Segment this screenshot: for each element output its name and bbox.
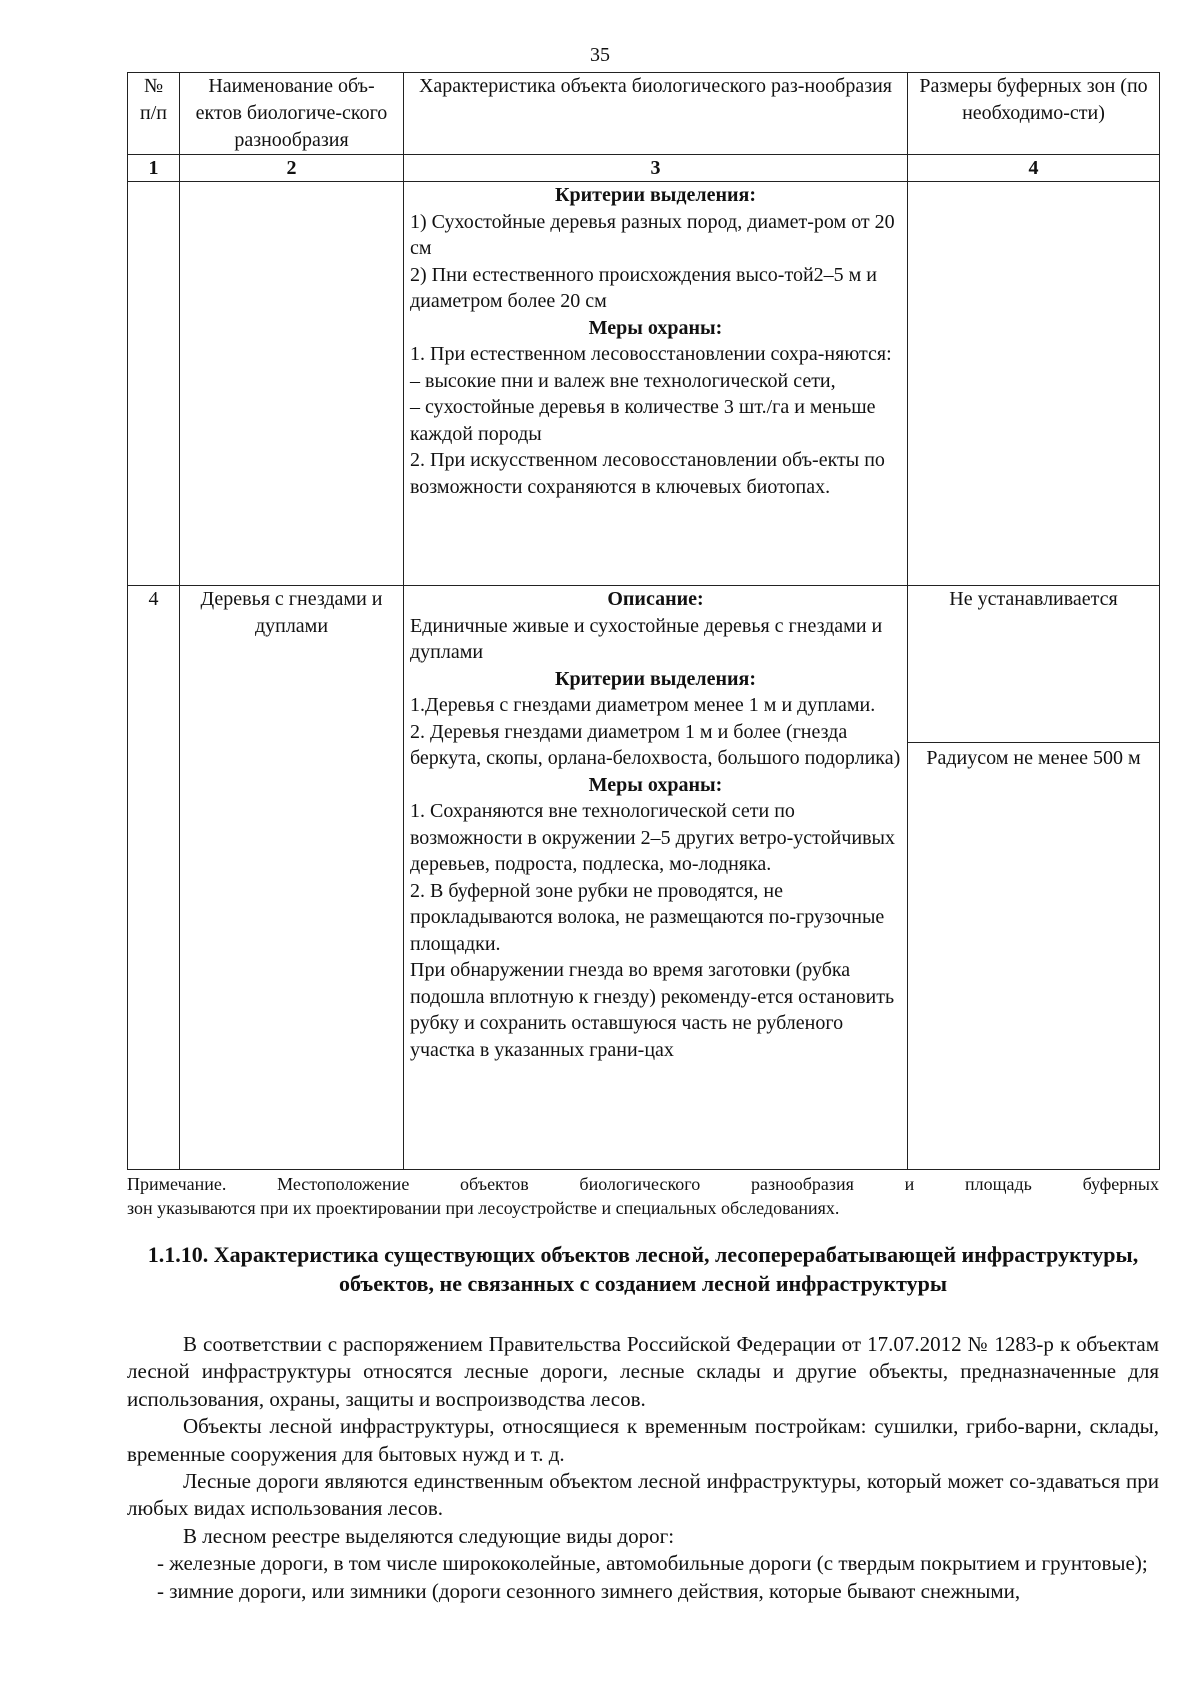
criteria-item: 1.Деревья с гнездами диаметром менее 1 м и дуплами. — [410, 694, 876, 716]
cell-empty-buffer — [908, 182, 1160, 586]
table-row-4 — [128, 586, 1160, 1170]
criteria-item: 2. Деревья гнездами диаметром 1 м и более (гнезда беркута, скопы, орлана-белохвоста, большого подорлика) — [410, 720, 901, 769]
cell-empty-name — [180, 182, 404, 586]
table-note — [127, 1172, 1159, 1220]
criteria-item: 2) Пни естественного происхождения высо-той2–5 м и диаметром более 20 см — [410, 263, 878, 312]
list-item: - зимние дороги, или зимники (дороги сезонного зимнего действия, которые бывают снежными, — [157, 1578, 1021, 1603]
header-buffer: Размеры буферных зон (по необходимо-сти) — [908, 73, 1160, 155]
measure-item: – высокие пни и валеж вне технологической сети, — [410, 369, 836, 392]
measure-item: 2. В буферной зоне рубки не проводятся, не прокладываются волока, не размещаются по-грузочные площадки. — [410, 879, 885, 955]
paragraph: Объекты лесной инфраструктуры, относящиеся к временным постройкам: сушилки, грибо-варни, склады, временные сооружения для бытовых нужд и т. д. — [127, 1414, 1159, 1466]
col-number-1: 1 — [128, 155, 180, 182]
object-name: Деревья с гнездами и дуплами — [180, 586, 404, 1170]
cell-characteristic-continued — [404, 182, 908, 586]
row-number: 4 — [128, 586, 180, 1170]
measure-item: – сухостойные деревья в количестве 3 шт./га и меньше каждой породы — [410, 396, 876, 445]
description-heading: Описание: — [607, 588, 704, 610]
paragraph: В лесном реестре выделяются следующие виды дорог: — [183, 1523, 675, 1548]
paragraph: Лесные дороги являются единственным объектом лесной инфраструктуры, который может со-здаваться при любых видах использования лесов. — [127, 1469, 1159, 1521]
criteria-heading: Критерии выделения: — [554, 667, 757, 690]
note-line: Примечание. Местоположение объектов биологического разнообразия и площадь буферных — [127, 1174, 1159, 1194]
note-line: зон указываются при их проектировании при лесоустройстве и специальных обследованиях. — [127, 1198, 840, 1218]
header-num: № п/п — [128, 73, 180, 155]
measure-item: При обнаружении гнезда во время заготовки (рубка подошла вплотную к гнезду) рекоменду-ется остановить рубку и сохранить оставшуюся часть не рубленого участка в указанных грани-цах — [410, 959, 895, 1061]
header-characteristic: Характеристика объекта биологического раз-нообразия — [404, 73, 908, 155]
cell-empty-num — [128, 182, 180, 586]
col-number-3: 3 — [404, 155, 908, 182]
cell-buffer-sizes — [908, 586, 1160, 1170]
paragraph: В соответствии с распоряжением Правительства Российской Федерации от 17.07.2012 № 1283-р к объектам лесной инфраструктуры относятся лесные дороги, лесные склады и другие объекты, предназначенные для использования, охраны, защиты и воспроизводства лесов. — [127, 1332, 1159, 1411]
col-number-2: 2 — [180, 155, 404, 182]
biodiversity-table — [127, 72, 1160, 1170]
buffer-size-none: Не устанавливается — [908, 586, 1159, 743]
criteria-heading: Критерии выделения: — [554, 184, 757, 206]
buffer-size-radius: Радиусом не менее 500 м — [926, 747, 1141, 769]
column-numbers-row — [128, 155, 1160, 182]
section-body — [127, 1331, 1159, 1605]
col-number-4: 4 — [908, 155, 1160, 182]
measures-heading: Меры охраны: — [588, 773, 723, 796]
measures-heading: Меры охраны: — [588, 316, 723, 339]
measure-item: 1. При естественном лесовосстановлении сохра-няются: — [410, 343, 892, 365]
criteria-item: 1) Сухостойные деревья разных пород, диамет-ром от 20 см — [410, 210, 895, 259]
table-header-row — [128, 73, 1160, 155]
measure-item: 2. При искусственном лесовосстановлении объ-екты по возможности сохраняются в ключевых биотопах. — [410, 449, 885, 498]
section-heading: 1.1.10. Характеристика существующих объектов лесной, лесоперерабатывающей инфраструктуры, объектов, не связанных с созданием лесной инфраструктуры — [147, 1242, 1139, 1296]
header-name: Наименование объ-ектов биологиче-ского разнообразия — [180, 73, 404, 155]
list-item: - железные дороги, в том числе ширококолейные, автомобильные дороги (с твердым покрытием и грунтовые); — [157, 1551, 1148, 1576]
table-row-continued — [128, 182, 1160, 586]
cell-characteristic — [404, 586, 908, 1170]
description-text: Единичные живые и сухостойные деревья с гнездами и дуплами — [410, 614, 883, 663]
measure-item: 1. Сохраняются вне технологической сети по возможности в окружении 2–5 других ветро-устойчивых деревьев, подроста, подлеска, мо-лодняка. — [410, 800, 895, 875]
page-number: 35 — [590, 44, 610, 66]
